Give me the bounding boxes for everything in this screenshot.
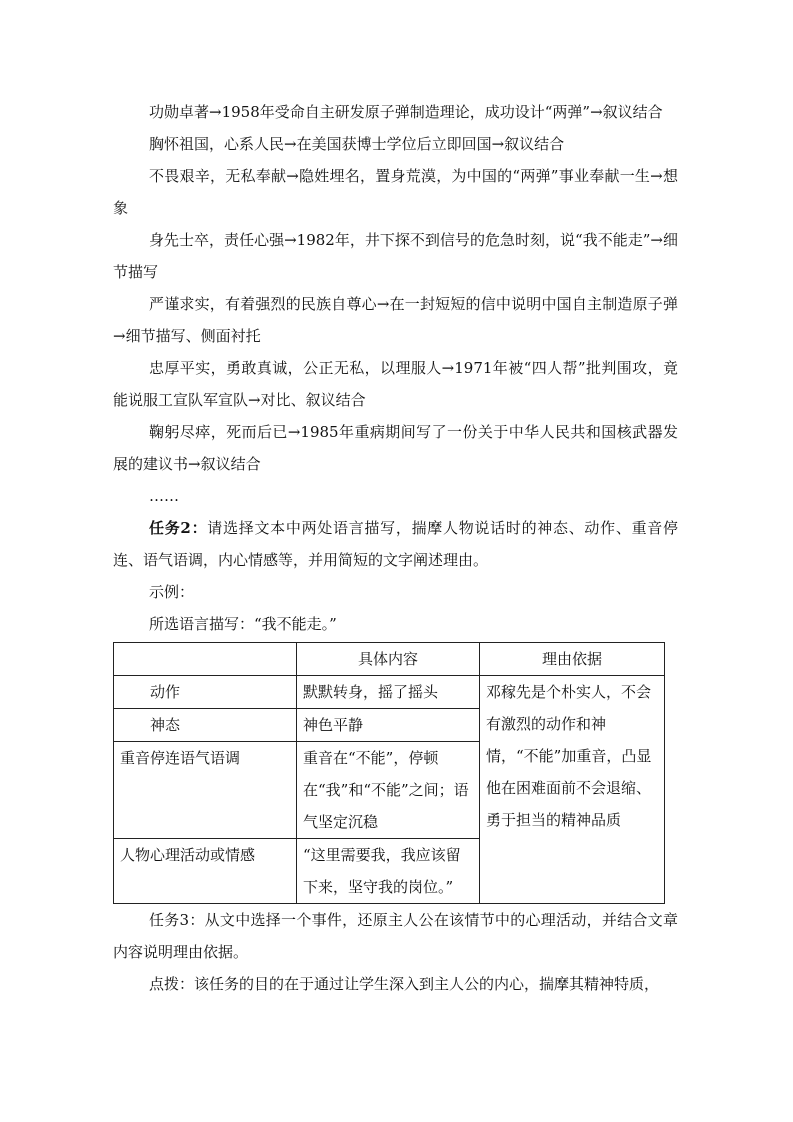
- table-row: [114, 676, 665, 709]
- analysis-table: [113, 642, 665, 904]
- table-cell-aspect: 神态: [114, 709, 297, 742]
- table-cell-content: 重音在“不能”，停顿在“我”和“不能”之间；语气坚定沉稳: [297, 742, 480, 839]
- selected-language: 所选语言描写：“我不能走。”: [149, 615, 337, 633]
- table-cell-content: 神色平静: [297, 709, 480, 742]
- task2-text: 请选择文本中两处语言描写，揣摩人物说话时的神态、动作、重音停连、语气语调，内心情感等，并用简短的文字阐述理由。: [113, 519, 678, 569]
- table-header-row: [114, 643, 665, 676]
- paragraph-6: 忠厚平实，勇敢真诚，公正无私，以理服人→1971年被“四人帮”批判围攻，竟能说服工宣队军宣队→对比、叙议结合: [113, 359, 678, 409]
- table-cell-reason: 邓稼先是个朴实人，不会有激烈的动作和神情，“不能”加重音，凸显他在困难面前不会退缩、勇于担当的精神品质: [480, 676, 665, 904]
- hint-paragraph: 点拨：该任务的目的在于通过让学生深入到主人公的内心，揣摩其精神特质，: [149, 975, 660, 993]
- table-header-cell: [114, 643, 297, 676]
- table-cell-aspect: 重音停连语气语调: [114, 742, 297, 839]
- task2-label: 任务2：: [149, 519, 208, 537]
- paragraph-4: 身先士卒，责任心强→1982年，井下探不到信号的危急时刻，说“我不能走”→细节描写: [113, 231, 678, 281]
- table-cell-aspect: 动作: [114, 676, 297, 709]
- table-cell-content: “这里需要我，我应该留下来，坚守我的岗位。”: [297, 839, 480, 904]
- table-cell-aspect: 人物心理活动或情感: [114, 839, 297, 904]
- paragraph-7: 鞠躬尽瘁，死而后已→1985年重病期间写了一份关于中华人民共和国核武器发展的建议书→叙议结合: [113, 423, 678, 473]
- paragraph-5: 严谨求实，有着强烈的民族自尊心→在一封短短的信中说明中国自主制造原子弹→细节描写、侧面衬托: [113, 295, 678, 345]
- table-header-cell: 具体内容: [297, 643, 480, 676]
- paragraph-3: 不畏艰辛，无私奉献→隐姓埋名，置身荒漠，为中国的“两弹”事业奉献一生→想象: [113, 167, 678, 217]
- example-label: 示例：: [149, 583, 195, 601]
- ellipsis: ……: [149, 487, 179, 505]
- table-cell-content: 默默转身，摇了摇头: [297, 676, 480, 709]
- task2-paragraph: [113, 512, 678, 576]
- task3-paragraph: 任务3：从文中选择一个事件，还原主人公在该情节中的心理活动，并结合文章内容说明理由依据。: [113, 911, 678, 961]
- document-content: [113, 96, 678, 1000]
- paragraph-1: 功勋卓著→1958年受命自主研发原子弹制造理论，成功设计“两弹”→叙议结合: [149, 103, 663, 121]
- table-header-cell: 理由依据: [480, 643, 665, 676]
- paragraph-2: 胸怀祖国，心系人民→在美国获博士学位后立即回国→叙议结合: [149, 135, 565, 153]
